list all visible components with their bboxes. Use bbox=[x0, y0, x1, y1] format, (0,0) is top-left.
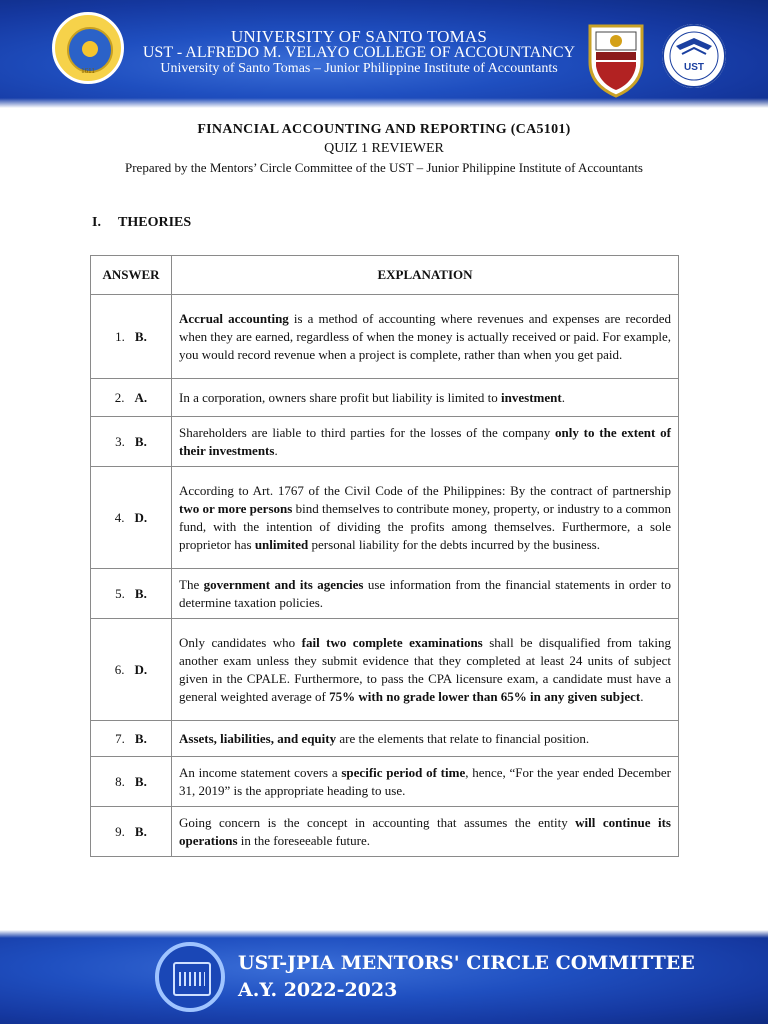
quiz-title: QUIZ 1 REVIEWER bbox=[324, 141, 444, 156]
explanation-text: is a method of accounting where revenues and expenses are recorded when they are earned, regardless of when the money is actually received or paid. For example, you would record revenue when a project is complete, rather than when you get paid. bbox=[179, 310, 671, 362]
section-heading bbox=[92, 215, 191, 231]
emphasized-text: unlimited bbox=[254, 536, 309, 552]
item-number: 5. bbox=[115, 585, 125, 601]
answer-letter: B. bbox=[134, 328, 147, 344]
table-row bbox=[91, 619, 679, 721]
answer-cell bbox=[91, 807, 172, 857]
explanation-cell bbox=[172, 569, 679, 619]
footer-committee: UST-JPIA MENTORS' CIRCLE COMMITTEE bbox=[238, 952, 695, 974]
university-name: UNIVERSITY OF SANTO TOMAS bbox=[230, 27, 488, 46]
explanation-column-header: EXPLANATION bbox=[172, 256, 679, 295]
answer-letter: B. bbox=[134, 433, 147, 449]
answer-cell bbox=[91, 379, 172, 417]
answer-letter: D. bbox=[134, 509, 148, 525]
emphasized-text: two or more persons bbox=[179, 500, 293, 516]
explanation-text: . bbox=[274, 442, 278, 458]
organization-name: University of Santo Tomas – Junior Philippine Institute of Accountants bbox=[160, 61, 558, 76]
footer-text bbox=[238, 950, 695, 1004]
explanation-cell bbox=[172, 721, 679, 757]
emphasized-text: specific period of time bbox=[341, 764, 466, 780]
explanation-cell bbox=[172, 417, 679, 467]
emphasized-text: will continue its operations bbox=[179, 814, 671, 848]
explanation-text: shall be disqualified from taking another exam unless they submit evidence that they completed at least 24 units of subject given in the CPALE. Furthermore, to pass the CPA licensure exam, a candidate must have a general weighted average of bbox=[179, 634, 671, 704]
item-number: 2. bbox=[114, 389, 125, 405]
answer-letter: B. bbox=[134, 585, 147, 601]
answer-cell bbox=[91, 619, 172, 721]
explanation-cell bbox=[172, 619, 679, 721]
item-number: 9. bbox=[115, 823, 125, 839]
jpia-logo-icon bbox=[662, 24, 726, 88]
footer-academic-year: A.Y. 2022-2023 bbox=[238, 979, 398, 1001]
emphasized-text: Accrual accounting bbox=[179, 310, 289, 326]
emphasized-text: 75% with no grade lower than 65% in any given subject bbox=[329, 688, 641, 704]
explanation-text: personal liability for the debts incurred by the business. bbox=[308, 536, 600, 552]
footer-banner bbox=[0, 930, 768, 1024]
item-number: 8. bbox=[115, 773, 125, 789]
explanation-cell bbox=[172, 757, 679, 807]
explanation-cell bbox=[172, 295, 679, 379]
section-number: I. bbox=[92, 215, 101, 230]
course-title: FINANCIAL ACCOUNTING AND REPORTING (CA5101) bbox=[197, 122, 571, 137]
item-number: 7. bbox=[115, 730, 125, 746]
table-row bbox=[91, 467, 679, 569]
answer-letter: B. bbox=[134, 823, 147, 839]
emphasized-text: investment bbox=[501, 389, 562, 405]
answer-cell bbox=[91, 721, 172, 757]
answer-cell bbox=[91, 757, 172, 807]
table-row bbox=[91, 757, 679, 807]
jpia-label: UST bbox=[684, 62, 704, 73]
college-name: UST - ALFREDO M. VELAYO COLLEGE OF ACCOUNTANCY bbox=[142, 44, 576, 61]
item-number: 4. bbox=[114, 509, 125, 525]
header-banner bbox=[0, 0, 768, 108]
answer-column-header: ANSWER bbox=[91, 256, 172, 295]
explanation-text: Only candidates who bbox=[179, 634, 302, 650]
abacus-icon bbox=[155, 942, 225, 1012]
answer-cell bbox=[91, 467, 172, 569]
table-row bbox=[91, 721, 679, 757]
explanation-text: In a corporation, owners share profit but liability is limited to bbox=[179, 389, 502, 405]
explanation-text: Shareholders are liable to third parties for the losses of the company bbox=[179, 424, 556, 440]
explanation-text: , hence, “For the year ended December 31, 2019” is the appropriate heading to use. bbox=[179, 764, 672, 798]
answer-cell bbox=[91, 569, 172, 619]
section-title: THEORIES bbox=[118, 215, 192, 230]
table-row bbox=[91, 569, 679, 619]
table-row bbox=[91, 807, 679, 857]
seal-year: 1611 bbox=[81, 67, 95, 75]
explanation-text: use information from the financial statements in order to determine taxation policies. bbox=[179, 576, 671, 610]
emphasized-text: Assets, liabilities, and equity bbox=[179, 730, 337, 746]
explanation-text: in the foreseeable future. bbox=[237, 832, 370, 848]
item-number: 6. bbox=[114, 661, 125, 677]
table-header-row bbox=[91, 256, 679, 295]
answer-letter: A. bbox=[134, 389, 148, 405]
explanation-text: bind themselves to contribute money, property, or industry to a common fund, with the intention of dividing the profits among themselves. Furthermore, a sole proprietor has bbox=[179, 500, 671, 552]
item-number: 1. bbox=[115, 328, 125, 344]
explanation-text: An income statement covers a bbox=[179, 764, 342, 780]
emphasized-text: fail two complete examinations bbox=[301, 634, 483, 650]
explanation-text: are the elements that relate to financial position. bbox=[336, 730, 590, 746]
answer-cell bbox=[91, 295, 172, 379]
answers-table bbox=[90, 255, 679, 857]
emphasized-text: government and its agencies bbox=[203, 576, 364, 592]
explanation-text: . bbox=[640, 688, 644, 704]
prepared-by: Prepared by the Mentors’ Circle Committee of the UST – Junior Philippine Institute of Accountants bbox=[125, 160, 643, 175]
answer-letter: B. bbox=[134, 773, 147, 789]
explanation-cell bbox=[172, 807, 679, 857]
explanation-text: Going concern is the concept in accounting that assumes the entity bbox=[179, 814, 576, 830]
answer-letter: B. bbox=[134, 730, 147, 746]
college-shield-icon bbox=[586, 22, 646, 98]
emphasized-text: only to the extent of their investments bbox=[179, 424, 671, 458]
table-row bbox=[91, 417, 679, 467]
explanation-cell bbox=[172, 379, 679, 417]
explanation-text: According to Art. 1767 of the Civil Code of the Philippines: By the contract of partnership bbox=[179, 482, 671, 498]
answer-cell bbox=[91, 417, 172, 467]
table-row bbox=[91, 379, 679, 417]
explanation-cell bbox=[172, 467, 679, 569]
explanation-text: . bbox=[561, 389, 565, 405]
header-text bbox=[124, 28, 594, 77]
explanation-text: The bbox=[179, 576, 204, 592]
ust-seal-icon bbox=[52, 12, 124, 84]
answer-letter: D. bbox=[134, 661, 148, 677]
table-row bbox=[91, 295, 679, 379]
item-number: 3. bbox=[115, 433, 125, 449]
